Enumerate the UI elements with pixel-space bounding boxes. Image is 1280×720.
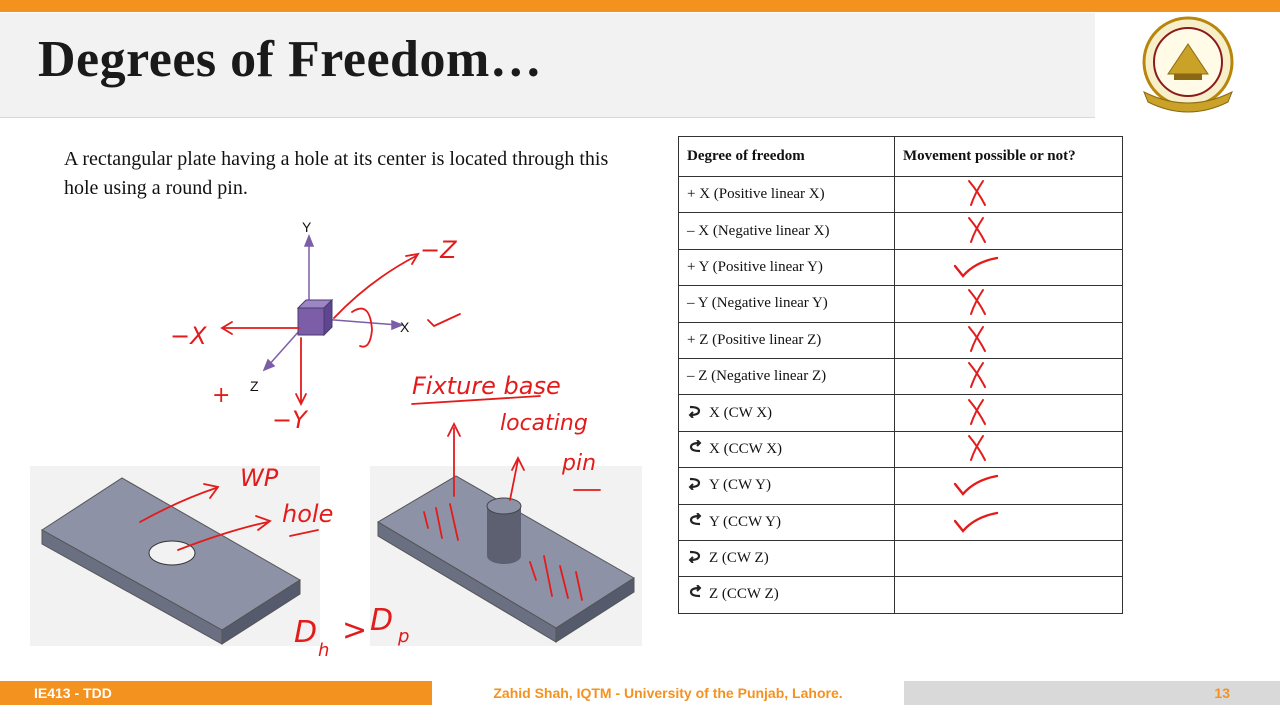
table-row [679,213,1123,249]
dof-label: – Y (Negative linear Y) [687,295,828,312]
table-body [679,177,1123,614]
z-axis-label: Z [250,378,259,394]
table-header-row [679,137,1123,177]
movement-cell [895,468,1123,504]
rotate-cw-icon [687,549,705,568]
pos-z-label: + [212,383,231,408]
locating-label: locating [500,411,588,436]
dof-label: X (CCW X) [709,440,783,457]
rotation-arc [352,309,372,347]
dof-cell [679,249,895,285]
dof-label: Z (CW Z) [709,550,769,567]
header-dof: Degree of freedom [679,137,895,177]
dof-label: Z (CCW Z) [709,586,779,603]
dof-cell [679,395,895,431]
movement-cell [895,504,1123,540]
table-row [679,468,1123,504]
rotate-ccw-icon [687,585,705,604]
dof-label: Y (CW Y) [709,477,771,494]
locating-pin-shape [487,498,521,564]
cross-mark-icon [959,323,999,358]
table-row [679,322,1123,358]
greater-than: > [342,613,368,648]
rotate-ccw-icon [687,440,705,459]
cross-mark-icon [959,432,999,467]
dof-cell [679,322,895,358]
cross-mark-icon [959,177,999,212]
dof-label: X (CW X) [709,404,773,421]
cross-mark-icon [959,286,999,321]
cross-mark-icon [959,214,999,249]
dof-label: – X (Negative linear X) [687,222,830,239]
dof-label: Y (CCW Y) [709,513,781,530]
cross-mark-icon [959,359,999,394]
dof-cell [679,468,895,504]
fixture-base-label: Fixture base [412,372,561,400]
footer-author: Zahid Shah, IQTM - University of the Punjab, Lahore. [432,681,904,705]
rotate-ccw-icon [687,513,705,532]
x-checkmark [428,314,460,326]
neg-y-label: −Y [272,406,307,434]
slide-title: Degrees of Freedom… [38,31,543,88]
sketch-area [0,0,660,680]
dof-label: – Z (Negative linear Z) [687,368,827,385]
neg-z-label: −Z [420,236,457,264]
dp-label: D [370,603,394,638]
intro-text: A rectangular plate having a hole at its center is located through this hole using a round pin. [64,148,609,199]
dof-cell [679,213,895,249]
table-row [679,540,1123,576]
dof-label: + Z (Positive linear Z) [687,331,822,348]
table-row [679,286,1123,322]
x-axis-label: X [400,319,410,335]
movement-cell [895,577,1123,613]
check-mark-icon [951,505,1001,540]
movement-cell [895,431,1123,467]
movement-cell [895,358,1123,394]
dof-cell [679,540,895,576]
rotate-cw-icon [687,476,705,495]
dof-cell [679,286,895,322]
movement-cell [895,177,1123,213]
table-row [679,358,1123,394]
table-row [679,431,1123,467]
dof-label: + Y (Positive linear Y) [687,258,823,275]
dh-label: D [294,615,318,650]
check-mark-icon [951,250,1001,285]
university-logo [1138,14,1238,114]
dof-cell [679,577,895,613]
table-row [679,577,1123,613]
table-row [679,395,1123,431]
y-axis-arrow [305,236,313,246]
hole-label: hole [282,500,334,528]
movement-cell [895,322,1123,358]
plate-hole [149,541,195,565]
dof-cell [679,431,895,467]
movement-cell [895,286,1123,322]
y-axis-label: Y [302,219,312,235]
movement-cell [895,249,1123,285]
movement-cell [895,395,1123,431]
table-row [679,177,1123,213]
dof-label: + X (Positive linear X) [687,186,825,203]
footer-page-number: 13 [904,681,1280,705]
cube [298,300,332,335]
footer-course: IE413 - TDD [0,681,432,705]
movement-cell [895,213,1123,249]
z-axis-line [268,330,300,366]
table-row [679,504,1123,540]
pin-label: pin [562,451,597,476]
dof-cell [679,504,895,540]
neg-z-arrow [334,256,416,318]
check-mark-icon [951,468,1001,503]
neg-x-label: −X [170,322,207,350]
dh-subscript: h [318,640,330,661]
dp-subscript: p [398,626,410,647]
movement-cell [895,540,1123,576]
wp-label: WP [240,464,279,492]
table-row [679,249,1123,285]
dof-cell [679,177,895,213]
cross-mark-icon [959,396,999,431]
dof-table [678,136,1123,614]
coordinate-axes [264,236,402,370]
dof-cell [679,358,895,394]
header-movement: Movement possible or not? [895,137,1123,177]
rotate-cw-icon [687,404,705,423]
